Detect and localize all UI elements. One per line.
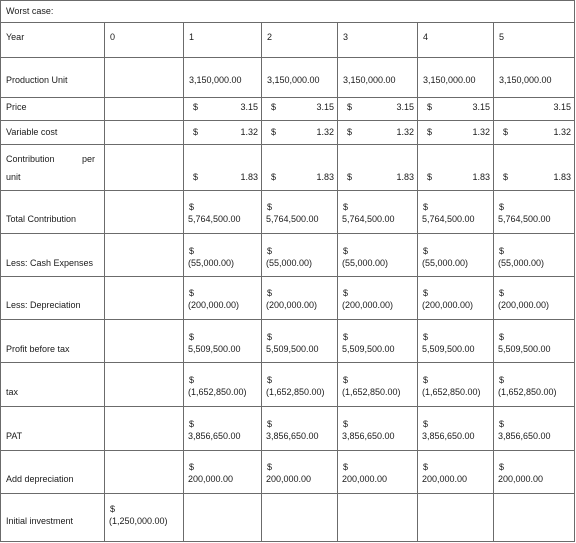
currency-symbol: $ [499,246,505,256]
column-divider [183,22,184,542]
currency-symbol: $ [193,102,199,112]
table-caption: Worst case: [6,6,54,16]
table-border-left [0,0,1,542]
table-cell-value: (55,000.00) [266,258,313,268]
table-cell-value: (1,652,850.00) [342,387,401,397]
row-label: tax [6,387,19,397]
row-label: per [82,154,96,164]
currency-symbol: $ [189,419,195,429]
table-cell-value: (1,652,850.00) [188,387,247,397]
currency-symbol: $ [343,462,349,472]
table-cell-value: 3.15 [472,102,490,112]
currency-symbol: $ [343,419,349,429]
currency-symbol: $ [189,332,195,342]
currency-symbol: $ [189,246,195,256]
row-label: Profit before tax [6,344,70,354]
table-cell-value: 200,000.00 [188,474,234,484]
table-cell-value: 1.83 [240,172,258,182]
year-header-0: 0 [110,32,116,42]
table-cell-value: 200,000.00 [266,474,312,484]
currency-symbol: $ [271,172,277,182]
currency-symbol: $ [427,172,433,182]
row-divider [0,233,575,234]
table-cell-value: 1.83 [472,172,490,182]
table-cell-value: 5,764,500.00 [188,214,241,224]
table-cell-value: 3,150,000.00 [189,75,242,85]
currency-symbol: $ [343,332,349,342]
table-border-top [0,0,575,1]
currency-symbol: $ [427,102,433,112]
currency-symbol: $ [271,102,277,112]
row-divider [0,190,575,191]
currency-symbol: $ [193,127,199,137]
table-cell-value: (55,000.00) [342,258,389,268]
row-label: Variable cost [6,127,58,137]
currency-symbol: $ [189,202,195,212]
row-divider [0,57,575,58]
table-cell-value: 5,509,500.00 [422,344,475,354]
row-label: Initial investment [6,516,74,526]
currency-symbol: $ [267,288,273,298]
currency-symbol: $ [343,375,349,385]
currency-symbol: $ [267,462,273,472]
currency-symbol: $ [347,127,353,137]
table-cell-value: 3,856,650.00 [342,431,395,441]
table-border-bottom [0,541,575,542]
table-cell-value: 1.32 [472,127,490,137]
currency-symbol: $ [423,332,429,342]
table-cell-value: (200,000.00) [188,300,240,310]
currency-symbol: $ [499,419,505,429]
currency-symbol: $ [267,375,273,385]
table-cell-value: 200,000.00 [498,474,544,484]
row-label: Production Unit [6,75,68,85]
table-cell-value: (1,652,850.00) [422,387,481,397]
currency-symbol: $ [423,288,429,298]
table-cell-value: 1.83 [553,172,571,182]
table-cell-value: (1,652,850.00) [498,387,557,397]
currency-symbol: $ [499,288,505,298]
table-cell-value: 5,764,500.00 [498,214,551,224]
currency-symbol: $ [267,202,273,212]
table-cell-value: 3,856,650.00 [188,431,241,441]
table-cell-value: 1.32 [396,127,414,137]
table-cell-value: (200,000.00) [266,300,318,310]
table-cell-value: 5,509,500.00 [188,344,241,354]
table-cell-value: 5,509,500.00 [342,344,395,354]
table-cell-value: 3,856,650.00 [266,431,319,441]
table-cell-value: 5,509,500.00 [266,344,319,354]
currency-symbol: $ [503,127,509,137]
table-cell-value: 5,764,500.00 [266,214,319,224]
row-divider [0,276,575,277]
table-cell-value: 3.15 [316,102,334,112]
table-cell-value: (200,000.00) [498,300,550,310]
table-cell-value: (200,000.00) [342,300,394,310]
currency-symbol: $ [347,102,353,112]
row-divider [0,120,575,121]
row-label: Total Contribution [6,214,77,224]
table-cell-value: 200,000.00 [342,474,388,484]
table-cell-value: (200,000.00) [422,300,474,310]
currency-symbol: $ [423,375,429,385]
table-cell-value: 1.83 [396,172,414,182]
currency-symbol: $ [423,246,429,256]
table-cell-value: 3,856,650.00 [498,431,551,441]
table-cell-value: (55,000.00) [188,258,235,268]
row-divider [0,406,575,407]
currency-symbol: $ [267,246,273,256]
table-cell-value: 1.32 [553,127,571,137]
currency-symbol: $ [347,172,353,182]
year-header-5: 5 [499,32,505,42]
row-divider [0,144,575,145]
column-divider [337,22,338,542]
currency-symbol: $ [193,172,199,182]
table-cell-value: (55,000.00) [422,258,469,268]
currency-symbol: $ [423,462,429,472]
table-cell-value: 5,509,500.00 [498,344,551,354]
table-cell-value: 3.15 [240,102,258,112]
year-header-2: 2 [267,32,273,42]
table-cell-value: 3,150,000.00 [499,75,552,85]
table-cell-value: 5,764,500.00 [422,214,475,224]
column-divider [417,22,418,542]
currency-symbol: $ [267,419,273,429]
column-divider [261,22,262,542]
table-border-right [574,0,575,542]
row-label: Less: Cash Expenses [6,258,94,268]
currency-symbol: $ [343,288,349,298]
table-cell-value: (1,250,000.00) [109,516,168,526]
table-cell-value: 3,150,000.00 [343,75,396,85]
row-divider [0,319,575,320]
table-cell-value: 1.32 [316,127,334,137]
column-divider [104,22,105,542]
row-label: unit [6,172,21,182]
year-header-label: Year [6,32,25,42]
table-cell-value: 3,150,000.00 [267,75,320,85]
currency-symbol: $ [499,375,505,385]
currency-symbol: $ [499,462,505,472]
currency-symbol: $ [267,332,273,342]
table-cell-value: 3.15 [553,102,571,112]
year-header-1: 1 [189,32,195,42]
row-label: Less: Depreciation [6,300,81,310]
row-label: Price [6,102,27,112]
currency-symbol: $ [189,288,195,298]
table-cell-value: 1.83 [316,172,334,182]
currency-symbol: $ [343,246,349,256]
currency-symbol: $ [189,462,195,472]
currency-symbol: $ [343,202,349,212]
year-header-4: 4 [423,32,429,42]
row-label: Contribution [6,154,55,164]
currency-symbol: $ [423,202,429,212]
row-divider [0,450,575,451]
currency-symbol: $ [499,202,505,212]
currency-symbol: $ [423,419,429,429]
table-cell-value: (55,000.00) [498,258,545,268]
currency-symbol: $ [499,332,505,342]
currency-symbol: $ [271,127,277,137]
table-cell-value: (1,652,850.00) [266,387,325,397]
table-cell-value: 200,000.00 [422,474,468,484]
currency-symbol: $ [189,375,195,385]
caption-divider [0,22,575,23]
currency-symbol: $ [427,127,433,137]
year-header-3: 3 [343,32,349,42]
column-divider [493,22,494,542]
row-divider [0,362,575,363]
row-label: Add depreciation [6,474,74,484]
currency-symbol: $ [503,172,509,182]
table-cell-value: 3,856,650.00 [422,431,475,441]
row-divider [0,493,575,494]
table-cell-value: 3.15 [396,102,414,112]
row-divider [0,97,575,98]
table-cell-value: 5,764,500.00 [342,214,395,224]
table-cell-value: 1.32 [240,127,258,137]
currency-symbol: $ [110,504,116,514]
table-cell-value: 3,150,000.00 [423,75,476,85]
row-label: PAT [6,431,23,441]
